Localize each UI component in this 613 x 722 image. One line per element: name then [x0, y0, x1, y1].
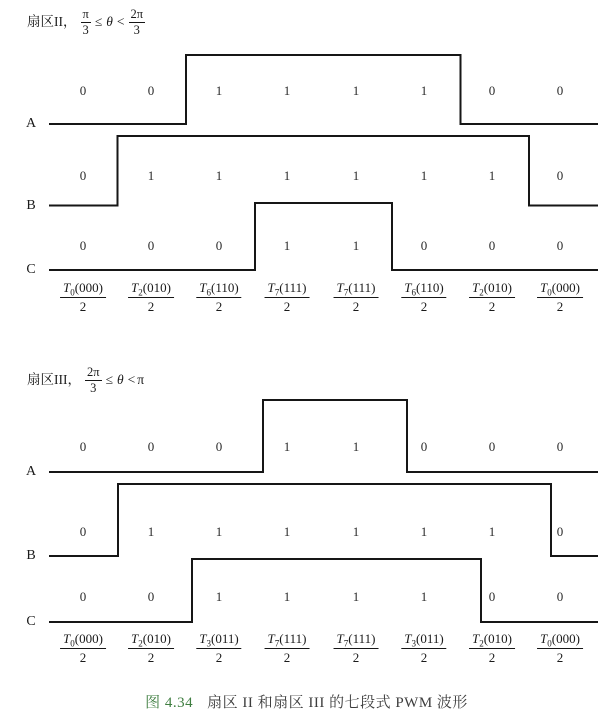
- time-label-denominator: 2: [283, 298, 291, 314]
- panel1-signal-C-label: C: [26, 262, 36, 277]
- title-fraction: $\frac{2\pi}{3}$: [87, 365, 100, 395]
- panel2-time-label-5: [334, 631, 379, 665]
- panel1-signal-C-bit-3: 0: [215, 238, 223, 253]
- panel1-signal-A-label: A: [25, 116, 37, 131]
- time-label-numerator: $T_0(000)$: [60, 280, 106, 298]
- panel2-signal-A-bit-8: 0: [556, 439, 564, 454]
- panel2-signal-C-label: C: [26, 614, 36, 629]
- time-label-numerator: $T_2(010)$: [469, 631, 515, 649]
- time-label-numerator: $T_0(000)$: [60, 631, 106, 649]
- panel1-signal-C-bit-5: 1: [352, 238, 360, 253]
- panel2-signal-C-bit-5: 1: [352, 589, 360, 604]
- time-label-denominator: 2: [488, 649, 496, 665]
- panel2-time-label-4: [265, 631, 310, 665]
- panel1-signal-A-bit-2: 0: [147, 83, 155, 98]
- time-label-denominator: 2: [420, 649, 428, 665]
- title-text: 扇区III，: [27, 372, 81, 388]
- figure-caption: [0, 691, 613, 712]
- panel1-signal-B-waveform: [49, 136, 598, 206]
- title-text: <: [116, 14, 125, 30]
- panel1-signal-A-bit-7: 0: [488, 83, 496, 98]
- panel2-signal-B-bit-7: 1: [488, 524, 496, 539]
- panel-2-title: [26, 362, 145, 398]
- panel2-signal-A-bit-4: 1: [283, 439, 291, 454]
- panel2-signal-B-bit-6: 1: [420, 524, 428, 539]
- time-label-denominator: 2: [556, 298, 564, 314]
- title-text: ≤: [105, 372, 113, 388]
- panel2-signal-C-bit-7: 0: [488, 589, 496, 604]
- panel1-signal-B-bit-2: 1: [147, 168, 155, 183]
- panel1-time-label-3: [196, 280, 241, 314]
- panel2-signal-A-bit-6: 0: [420, 439, 428, 454]
- panel1-time-label-5: [334, 280, 379, 314]
- panel2-signal-A-bit-1: 0: [79, 439, 87, 454]
- panel1-time-label-8: [537, 280, 583, 314]
- time-label-numerator: $T_3(011)$: [196, 631, 241, 649]
- time-label-denominator: 2: [79, 649, 87, 665]
- panel1-time-label-2: [128, 280, 174, 314]
- panel1-signal-C-bit-2: 0: [147, 238, 155, 253]
- panel1-signal-C-waveform: [49, 203, 598, 270]
- panel1-signal-B-bit-7: 1: [488, 168, 496, 183]
- time-label-denominator: 2: [420, 298, 428, 314]
- title-text: 扇区II，: [27, 14, 77, 30]
- panel1-signal-C-bit-1: 0: [79, 238, 87, 253]
- panel2-signal-B-bit-4: 1: [283, 524, 291, 539]
- time-label-numerator: $T_2(010)$: [469, 280, 515, 298]
- panel2-time-label-8: [537, 631, 583, 665]
- panel1-signal-A-bit-3: 1: [215, 83, 223, 98]
- panel2-signal-C-bit-6: 1: [420, 589, 428, 604]
- panel2-signal-A-bit-5: 1: [352, 439, 360, 454]
- panel1-signal-C-bit-4: 1: [283, 238, 291, 253]
- panel2-signal-B-bit-3: 1: [215, 524, 223, 539]
- panel2-time-label-7: [469, 631, 515, 665]
- panel2-signal-A-bit-7: 0: [488, 439, 496, 454]
- time-label-numerator: $T_2(010)$: [128, 280, 174, 298]
- time-label-numerator: $T_3(011)$: [401, 631, 446, 649]
- panel1-signal-B-bit-6: 1: [420, 168, 428, 183]
- title-text: ≤: [94, 14, 103, 30]
- panel2-time-label-3: [196, 631, 241, 665]
- panel1-time-label-1: [60, 280, 106, 314]
- panel2-signal-C-bit-4: 1: [283, 589, 291, 604]
- title-fraction: $\frac{\pi}{3}$: [82, 7, 89, 37]
- panel1-signal-C-bit-8: 0: [556, 238, 564, 253]
- time-label-numerator: $T_7(111)$: [265, 631, 310, 649]
- time-label-denominator: 2: [215, 649, 223, 665]
- panel2-signal-B-bit-2: 1: [147, 524, 155, 539]
- time-label-denominator: 2: [556, 649, 564, 665]
- time-label-numerator: $T_6(110)$: [196, 280, 241, 298]
- time-label-denominator: 2: [283, 649, 291, 665]
- panel2-signal-A-bit-3: 0: [215, 439, 223, 454]
- time-label-numerator: $T_2(010)$: [128, 631, 174, 649]
- panel2-signal-A-bit-2: 0: [147, 439, 155, 454]
- panel1-signal-C-bit-7: 0: [488, 238, 496, 253]
- panel1-time-label-6: [401, 280, 446, 314]
- time-label-numerator: $T_7(111)$: [334, 631, 379, 649]
- panel1-signal-B-bit-1: 0: [79, 168, 87, 183]
- panel2-time-label-2: [128, 631, 174, 665]
- panel2-time-label-6: [401, 631, 446, 665]
- panel2-signal-B-bit-8: 0: [556, 524, 564, 539]
- panel2-signal-B-bit-1: 0: [79, 524, 87, 539]
- panel2-signal-A-label: A: [25, 464, 37, 479]
- figure-number-label: 图 4.34: [145, 695, 194, 711]
- panel1-signal-B-bit-8: 0: [556, 168, 564, 183]
- time-label-numerator: $T_7(111)$: [265, 280, 310, 298]
- panel1-signal-A-bit-6: 1: [420, 83, 428, 98]
- title-text: <: [127, 372, 136, 388]
- panel2-signal-C-bit-3: 1: [215, 589, 223, 604]
- panel2-signal-B-waveform: [49, 484, 598, 556]
- panel2-signal-C-bit-8: 0: [556, 589, 564, 604]
- time-label-numerator: $T_0(000)$: [537, 631, 583, 649]
- panel-1-title: [26, 4, 148, 40]
- title-theta: θ: [116, 372, 124, 388]
- panel1-signal-B-bit-3: 1: [215, 168, 223, 183]
- time-label-denominator: 2: [147, 298, 155, 314]
- time-label-denominator: 2: [215, 298, 223, 314]
- figure-caption-text: 扇区 II 和扇区 III 的七段式 PWM 波形: [207, 695, 468, 711]
- panel2-signal-B-label: B: [26, 548, 36, 563]
- time-label-numerator: $T_0(000)$: [537, 280, 583, 298]
- title-theta: θ: [106, 14, 113, 30]
- panel1-signal-A-bit-1: 0: [79, 83, 87, 98]
- panel1-signal-B-bit-4: 1: [283, 168, 291, 183]
- panel1-signal-A-bit-5: 1: [352, 83, 360, 98]
- panel1-signal-A-waveform: [49, 55, 598, 124]
- title-fraction: $\frac{2\pi}{3}$: [130, 7, 144, 37]
- time-label-denominator: 2: [488, 298, 496, 314]
- panel1-time-label-4: [265, 280, 310, 314]
- panel2-signal-B-bit-5: 1: [352, 524, 360, 539]
- time-label-denominator: 2: [79, 298, 87, 314]
- panel2-signal-C-bit-1: 0: [79, 589, 87, 604]
- panel2-signal-C-bit-2: 0: [147, 589, 155, 604]
- panel2-time-label-1: [60, 631, 106, 665]
- panel1-signal-C-bit-6: 0: [420, 238, 428, 253]
- time-label-numerator: $T_7(111)$: [334, 280, 379, 298]
- time-label-denominator: 2: [352, 649, 360, 665]
- panel1-time-label-7: [469, 280, 515, 314]
- time-label-numerator: $T_6(110)$: [401, 280, 446, 298]
- title-text: π: [137, 372, 145, 388]
- time-label-denominator: 2: [352, 298, 360, 314]
- panel1-signal-A-bit-4: 1: [283, 83, 291, 98]
- panel2-signal-A-waveform: [49, 400, 598, 472]
- panel1-signal-B-bit-5: 1: [352, 168, 360, 183]
- panel1-signal-A-bit-8: 0: [556, 83, 564, 98]
- panel2-signal-C-waveform: [49, 559, 598, 622]
- panel1-signal-B-label: B: [26, 197, 36, 213]
- time-label-denominator: 2: [147, 649, 155, 665]
